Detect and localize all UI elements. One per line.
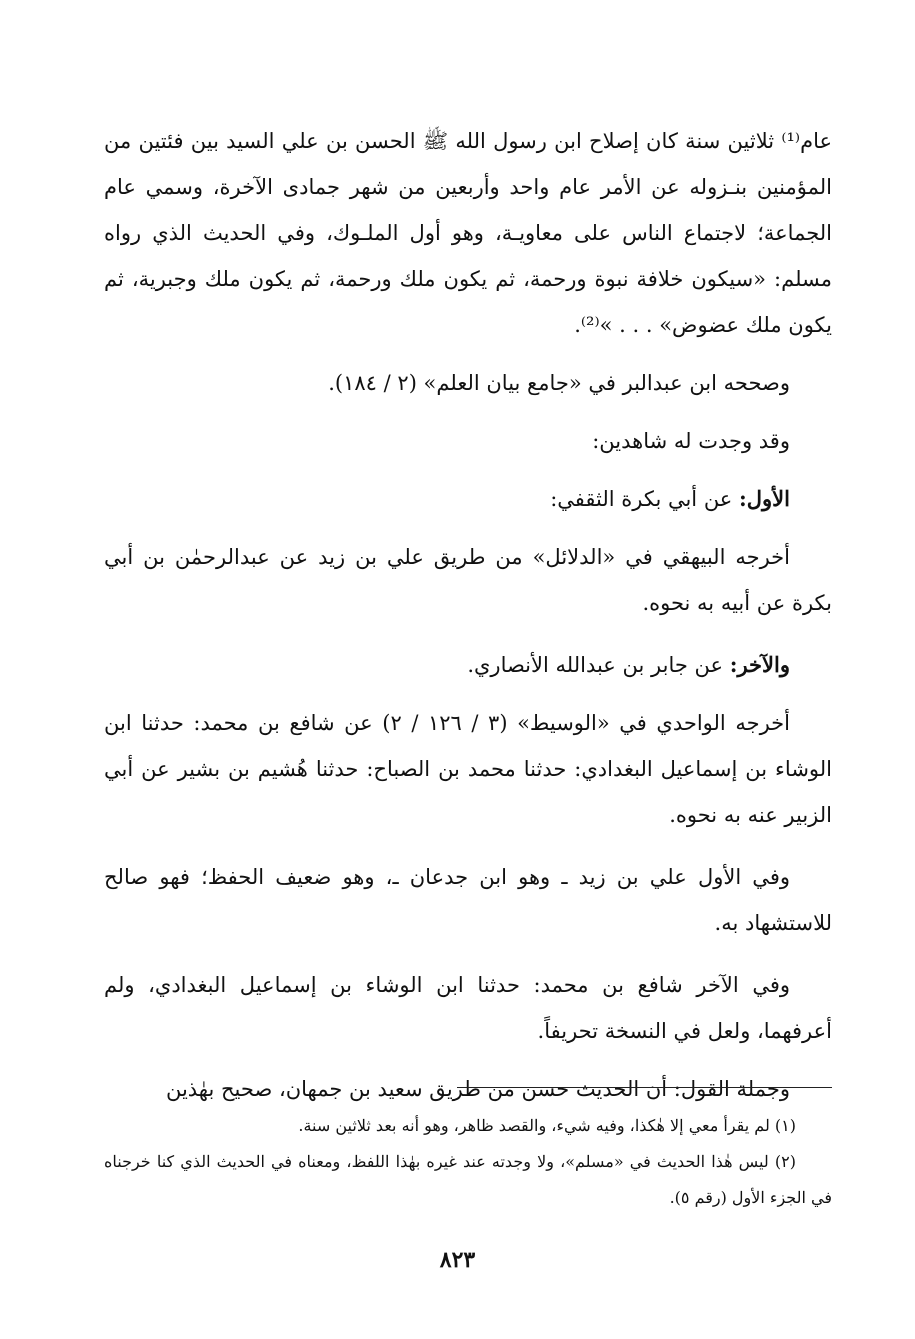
paragraph-second-weakness: وفي الآخر شافع بن محمد: حدثنا ابن الوشاء بن إسماعيل البغدادي، ولم أعرفهما، ولعل في النسخة تحريفاً. bbox=[104, 973, 832, 1043]
paragraph-ibn-abdilbarr: وصححه ابن عبدالبر في «جامع بيان العلم» (٢ / ١٨٤). bbox=[328, 371, 790, 395]
footnotes bbox=[104, 1108, 832, 1216]
second-witness-label: والآخر: bbox=[729, 652, 790, 677]
page-number: ٨٢٣ bbox=[439, 1247, 476, 1273]
paragraph-conclusion: وجملة القول: أن الحديث حسن من طريق سعيد بن جمهان، صحيح بهٰذين bbox=[165, 1077, 790, 1101]
first-witness-text: عن أبي بكرة الثقفي: bbox=[550, 487, 733, 511]
second-witness-text: عن جابر بن عبدالله الأنصاري. bbox=[467, 653, 724, 677]
paragraph-first-weakness: وفي الأول علي بن زيد ـ وهو ابن جدعان ـ، وهو ضعيف الحفظ؛ فهو صالح للاستشهاد به. bbox=[104, 865, 832, 935]
footnote-1: (١) لم يقرأ معي إلا هٰكذا، وفيه شيء، والقصد ظاهر، وهو أنه بعد ثلاثين سنة. bbox=[298, 1116, 796, 1135]
paragraph-bayhaqi: أخرجه البيهقي في «الدلائل» من طريق علي بن زيد عن عبدالرحمٰن بن أبي بكرة عن أبيه به نحوه. bbox=[104, 545, 832, 615]
footnote-divider bbox=[457, 1087, 832, 1088]
paragraph-wahidi: أخرجه الواحدي في «الوسيط» (٣ / ١٢٦ / ٢) عن شافع بن محمد: حدثنا ابن الوشاء بن إسماعيل البغدادي: حدثنا محمد بن الصباح: حدثنا هُشيم بن بشير عن أبي الزبير عنه به نحوه. bbox=[104, 711, 832, 827]
paragraph-two-witnesses: وقد وجدت له شاهدين: bbox=[592, 429, 790, 453]
paragraph-second-witness bbox=[104, 642, 832, 688]
footnote-2: (٢) ليس هٰذا الحديث في «مسلم»، ولا وجدته عند غيره بهٰذا اللفظ، ومعناه في الحديث الذي كنا خرجناه في الجزء الأول (رقم ٥). bbox=[104, 1152, 832, 1207]
paragraph-hadith-thirty-years: عام⁽¹⁾ ثلاثين سنة كان إصلاح ابن رسول الله ﷺ الحسن بن علي السيد بين فئتين من المؤمنين بنـزوله عن الأمر عام واحد وأربعين من شهر جمادى الآخرة، وسمي عام الجماعة؛ لاجتماع الناس على معاويـة، وهو أول الملـوك، وفي الحديث الذي رواه مسلم: «سيكون خلافة نبوة ورحمة، ثم يكون ملك ورحمة، ثم يكون ملك وجبرية، ثم يكون ملك عضوض» . . . »⁽²⁾. bbox=[104, 129, 832, 337]
first-witness-label: الأول: bbox=[739, 486, 790, 511]
main-text bbox=[104, 118, 832, 1112]
paragraph-first-witness bbox=[104, 476, 832, 522]
